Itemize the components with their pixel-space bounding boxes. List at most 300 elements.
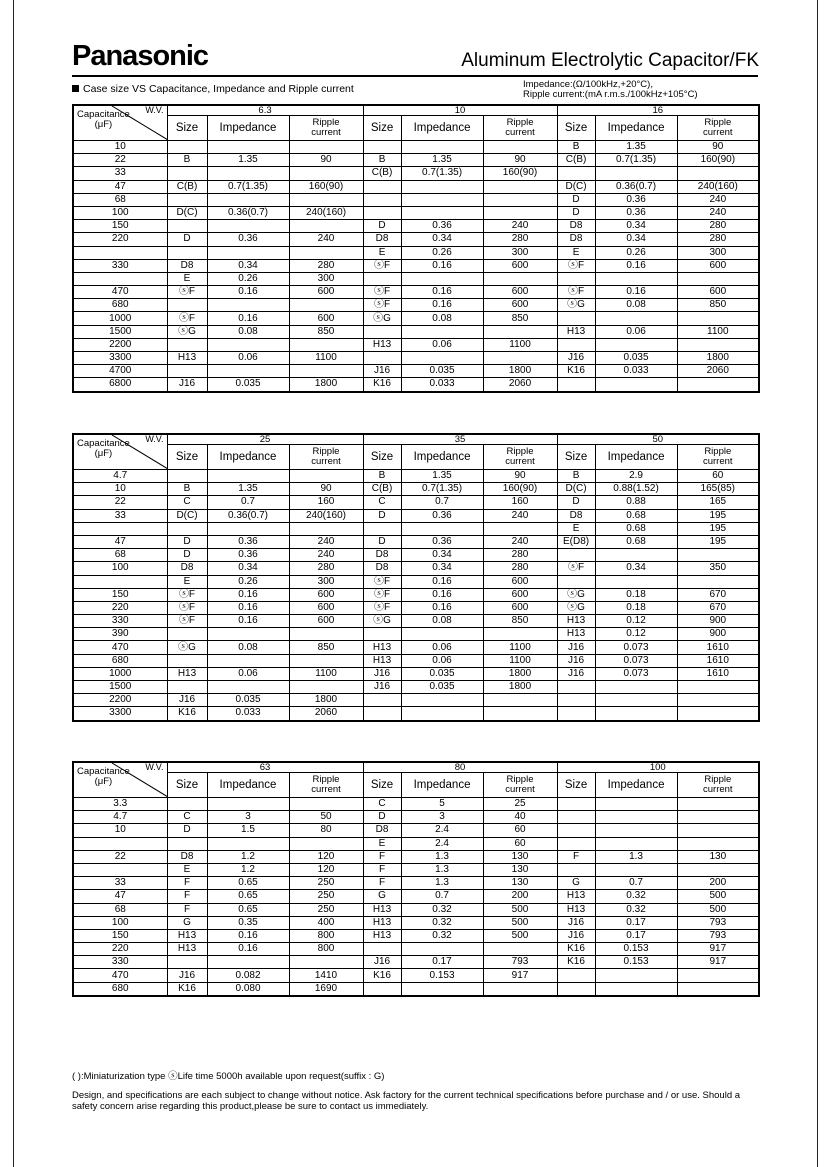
table-row (73, 496, 759, 509)
ripple-cell: 850 (289, 641, 363, 654)
size-cell (557, 707, 595, 721)
ripple-cell (483, 694, 557, 707)
size-cell: J16 (363, 681, 401, 694)
ripple-cell: 1800 (289, 378, 363, 392)
capacitance-cell: 3.3 (73, 798, 167, 811)
impedance-cell: 0.36 (401, 535, 483, 548)
ripple-cell: 600 (483, 575, 557, 588)
ripple-cell: 1800 (289, 694, 363, 707)
ripple-cell: 195 (677, 535, 759, 548)
impedance-cell (595, 272, 677, 285)
ripple-cell: 1800 (483, 681, 557, 694)
capacitance-cell: 100 (73, 916, 167, 929)
impedance-cell: 1.35 (401, 470, 483, 483)
impedance-cell: 0.16 (207, 929, 289, 942)
impedance-cell: 0.36(0.7) (207, 509, 289, 522)
size-cell: H13 (557, 615, 595, 628)
ripple-cell (677, 549, 759, 562)
capacitance-cell: 47 (73, 180, 167, 193)
ripple-cell: 1100 (483, 654, 557, 667)
impedance-cell (207, 681, 289, 694)
size-cell (557, 575, 595, 588)
table-row (73, 707, 759, 721)
capacitance-cell: 3300 (73, 352, 167, 365)
ripple-cell: 300 (483, 246, 557, 259)
impedance-cell: 0.7(1.35) (401, 483, 483, 496)
impedance-cell: 0.36 (207, 233, 289, 246)
size-cell: D8 (557, 220, 595, 233)
capacitance-cell (73, 522, 167, 535)
spec-table-2 (72, 433, 760, 722)
capacitance-cell: 470 (73, 641, 167, 654)
ripple-header (483, 116, 557, 141)
size-cell: H13 (557, 903, 595, 916)
size-cell (167, 628, 207, 641)
impedance-cell: 0.035 (401, 365, 483, 378)
ripple-cell: 25 (483, 798, 557, 811)
ripple-cell (677, 863, 759, 876)
impedance-cell: 0.26 (207, 575, 289, 588)
size-cell: C (363, 798, 401, 811)
impedance-cell: 1.35 (401, 154, 483, 167)
size-cell: H13 (557, 325, 595, 338)
capacitance-text: Capacitance (77, 766, 130, 777)
impedance-cell: 0.06 (401, 338, 483, 351)
impedance-cell (595, 824, 677, 837)
ripple-cell (677, 681, 759, 694)
capacitance-cell: 4.7 (73, 470, 167, 483)
corner-header (73, 434, 167, 470)
impedance-cell: 0.035 (207, 694, 289, 707)
disclaimer: Design, and specifications are each subject to change without notice. Ask factory for the current technical specifications before purchase and / or use. Should a safety concern arise regarding this product,please be sure to contact us immediately. (72, 1090, 741, 1112)
ripple-cell: 160 (289, 496, 363, 509)
impedance-cell (207, 470, 289, 483)
size-cell: D(C) (557, 483, 595, 496)
table-row (73, 667, 759, 680)
capacitance-label (77, 110, 130, 130)
capacitance-cell: 220 (73, 601, 167, 614)
impedance-cell: 0.16 (595, 259, 677, 272)
size-cell: C (363, 496, 401, 509)
ripple-cell (289, 141, 363, 154)
capacitance-cell (73, 837, 167, 850)
impedance-cell (207, 167, 289, 180)
capacitance-cell: 100 (73, 562, 167, 575)
ripple-header (289, 116, 363, 141)
impedance-cell: 0.7(1.35) (595, 154, 677, 167)
ripple-cell: 240 (483, 220, 557, 233)
current-text: current (703, 784, 733, 795)
ripple-cell (677, 575, 759, 588)
table-row (73, 890, 759, 903)
ripple-cell (289, 246, 363, 259)
capacitance-cell: 68 (73, 903, 167, 916)
ripple-cell (483, 193, 557, 206)
impedance-cell: 2.9 (595, 470, 677, 483)
ripple-cell: 600 (483, 259, 557, 272)
impedance-header: Impedance (207, 773, 289, 798)
size-cell: ⓢF (363, 588, 401, 601)
ripple-cell (289, 628, 363, 641)
ripple-text: Ripple (312, 117, 340, 128)
impedance-cell: 0.88 (595, 496, 677, 509)
size-cell: H13 (363, 916, 401, 929)
ripple-cell: 917 (677, 956, 759, 969)
table-row (73, 470, 759, 483)
size-cell: J16 (363, 956, 401, 969)
size-cell (167, 956, 207, 969)
size-cell: D(C) (167, 206, 207, 219)
impedance-header: Impedance (207, 116, 289, 141)
capacitance-cell: 470 (73, 969, 167, 982)
ripple-cell (483, 522, 557, 535)
voltage-header: 10 (363, 105, 557, 116)
ripple-cell: 800 (289, 929, 363, 942)
impedance-cell: 0.073 (595, 667, 677, 680)
table-row (73, 299, 759, 312)
size-cell: J16 (557, 929, 595, 942)
voltage-header: 100 (557, 762, 759, 773)
size-cell (363, 206, 401, 219)
size-header: Size (363, 116, 401, 141)
impedance-cell: 0.34 (401, 549, 483, 562)
size-cell: B (557, 141, 595, 154)
impedance-cell: 0.16 (595, 286, 677, 299)
impedance-cell: 0.18 (595, 588, 677, 601)
size-cell (363, 352, 401, 365)
impedance-cell: 0.65 (207, 903, 289, 916)
table-row (73, 180, 759, 193)
ripple-header (677, 773, 759, 798)
ripple-cell: 1100 (483, 338, 557, 351)
ripple-cell: 280 (677, 220, 759, 233)
size-cell: H13 (363, 641, 401, 654)
ripple-cell: 850 (483, 312, 557, 325)
size-cell: E (167, 272, 207, 285)
size-header: Size (557, 116, 595, 141)
table-row (73, 694, 759, 707)
impedance-header: Impedance (595, 116, 677, 141)
ripple-cell: 1610 (677, 667, 759, 680)
ripple-cell: 1410 (289, 969, 363, 982)
ripple-cell: 1100 (289, 352, 363, 365)
size-cell: ⓢG (363, 312, 401, 325)
size-cell: H13 (363, 903, 401, 916)
size-cell (557, 681, 595, 694)
ripple-cell: 600 (483, 299, 557, 312)
ripple-cell: 670 (677, 588, 759, 601)
ripple-cell: 240(160) (677, 180, 759, 193)
size-cell: D (557, 206, 595, 219)
capacitance-cell: 1000 (73, 667, 167, 680)
size-header: Size (167, 445, 207, 470)
table-row (73, 562, 759, 575)
impedance-cell: 0.06 (401, 641, 483, 654)
ripple-cell (483, 943, 557, 956)
table-row (73, 325, 759, 338)
size-cell: J16 (557, 667, 595, 680)
table-row (73, 863, 759, 876)
impedance-cell: 0.073 (595, 641, 677, 654)
table-row (73, 811, 759, 824)
ripple-text: Ripple (506, 774, 534, 785)
impedance-cell (401, 522, 483, 535)
ripple-cell: 2060 (677, 365, 759, 378)
impedance-cell (595, 694, 677, 707)
voltage-header: 63 (167, 762, 363, 773)
ripple-cell: 60 (677, 470, 759, 483)
size-cell: B (557, 470, 595, 483)
capacitance-cell: 1500 (73, 681, 167, 694)
impedance-cell: 0.68 (595, 535, 677, 548)
ripple-cell (483, 628, 557, 641)
ripple-cell: 250 (289, 903, 363, 916)
impedance-cell: 0.32 (401, 903, 483, 916)
ripple-text: Ripple (312, 446, 340, 457)
size-cell: ⓢF (167, 588, 207, 601)
impedance-cell: 0.06 (207, 667, 289, 680)
size-cell (167, 220, 207, 233)
impedance-cell: 0.082 (207, 969, 289, 982)
size-cell: H13 (167, 352, 207, 365)
impedance-cell: 0.080 (207, 982, 289, 996)
size-cell (557, 167, 595, 180)
impedance-cell: 0.06 (401, 654, 483, 667)
size-cell: D (363, 509, 401, 522)
section-heading (72, 83, 354, 95)
size-cell (557, 798, 595, 811)
ripple-cell: 850 (289, 325, 363, 338)
ripple-cell (289, 365, 363, 378)
impedance-cell: 1.3 (401, 863, 483, 876)
size-cell: ⓢF (363, 259, 401, 272)
impedance-cell (595, 707, 677, 721)
size-cell: ⓢG (167, 641, 207, 654)
impedance-cell: 3 (401, 811, 483, 824)
impedance-cell: 1.35 (207, 154, 289, 167)
size-cell (557, 969, 595, 982)
ripple-cell: 280 (289, 562, 363, 575)
ripple-cell (677, 798, 759, 811)
table-row (73, 286, 759, 299)
impedance-cell: 0.16 (207, 588, 289, 601)
ripple-cell: 1800 (483, 667, 557, 680)
impedance-cell (401, 628, 483, 641)
ripple-cell (677, 694, 759, 707)
impedance-cell: 0.16 (401, 575, 483, 588)
ripple-header (483, 445, 557, 470)
impedance-cell: 0.7 (207, 496, 289, 509)
impedance-cell: 0.08 (207, 641, 289, 654)
impedance-cell (595, 863, 677, 876)
ripple-header (289, 445, 363, 470)
ripple-cell: 600 (289, 615, 363, 628)
ripple-cell: 240(160) (289, 509, 363, 522)
impedance-cell: 5 (401, 798, 483, 811)
capacitance-cell (73, 272, 167, 285)
ripple-cell (677, 312, 759, 325)
ripple-cell: 793 (677, 929, 759, 942)
size-cell (557, 378, 595, 392)
ripple-cell: 165(85) (677, 483, 759, 496)
impedance-cell: 0.7(1.35) (401, 167, 483, 180)
ripple-cell: 600 (483, 286, 557, 299)
ripple-cell: 250 (289, 877, 363, 890)
table-row (73, 641, 759, 654)
size-cell (167, 837, 207, 850)
size-cell (167, 365, 207, 378)
size-cell: D(C) (167, 509, 207, 522)
size-cell: D8 (363, 562, 401, 575)
size-cell (363, 141, 401, 154)
ripple-cell: 1100 (483, 641, 557, 654)
table-row (73, 312, 759, 325)
size-cell (167, 193, 207, 206)
ripple-cell: 850 (677, 299, 759, 312)
impedance-cell: 0.08 (401, 312, 483, 325)
capacitance-cell: 330 (73, 259, 167, 272)
ripple-cell: 793 (677, 916, 759, 929)
impedance-cell: 0.18 (595, 601, 677, 614)
ripple-cell (483, 272, 557, 285)
size-cell: D8 (167, 850, 207, 863)
impedance-cell: 0.36 (401, 509, 483, 522)
size-cell: ⓢF (557, 286, 595, 299)
table-row (73, 982, 759, 996)
capacitance-cell: 4.7 (73, 811, 167, 824)
table-row (73, 943, 759, 956)
ripple-cell (677, 837, 759, 850)
impedance-cell: 0.34 (401, 562, 483, 575)
size-cell: F (363, 877, 401, 890)
size-cell: B (167, 483, 207, 496)
impedance-cell: 0.34 (401, 233, 483, 246)
table-row (73, 549, 759, 562)
ripple-cell: 1610 (677, 641, 759, 654)
size-cell: C(B) (363, 483, 401, 496)
size-cell: F (167, 903, 207, 916)
impedance-cell: 0.68 (595, 509, 677, 522)
ripple-cell: 160(90) (677, 154, 759, 167)
table-row (73, 220, 759, 233)
size-cell: J16 (557, 654, 595, 667)
size-header: Size (167, 773, 207, 798)
capacitance-text: Capacitance (77, 438, 130, 449)
impedance-cell: 0.17 (401, 956, 483, 969)
size-cell: D8 (167, 562, 207, 575)
capacitance-unit: (μF) (94, 119, 113, 130)
impedance-cell: 0.32 (401, 929, 483, 942)
impedance-cell: 0.16 (401, 588, 483, 601)
impedance-cell: 0.035 (401, 681, 483, 694)
impedance-cell: 0.033 (595, 365, 677, 378)
units-note (523, 80, 698, 100)
impedance-cell: 0.16 (401, 259, 483, 272)
ripple-cell (677, 338, 759, 351)
table-row (73, 154, 759, 167)
size-cell: D (167, 549, 207, 562)
capacitance-cell: 22 (73, 850, 167, 863)
size-cell: ⓢF (167, 615, 207, 628)
size-cell: D (363, 535, 401, 548)
impedance-cell (401, 707, 483, 721)
ripple-text: Ripple (506, 446, 534, 457)
impedance-cell: 0.035 (401, 667, 483, 680)
table-row (73, 615, 759, 628)
page-frame-left (13, 0, 14, 1167)
impedance-cell (595, 312, 677, 325)
table-row (73, 575, 759, 588)
ripple-cell (677, 824, 759, 837)
ripple-cell: 300 (289, 575, 363, 588)
size-cell: D8 (557, 233, 595, 246)
size-cell: K16 (557, 943, 595, 956)
impedance-cell (207, 141, 289, 154)
capacitance-cell: 680 (73, 982, 167, 996)
size-cell: E (363, 837, 401, 850)
impedance-cell (207, 654, 289, 667)
impedance-cell: 0.16 (207, 312, 289, 325)
size-cell: C(B) (167, 180, 207, 193)
impedance-cell (401, 206, 483, 219)
size-cell: H13 (167, 667, 207, 680)
ripple-cell: 350 (677, 562, 759, 575)
impedance-cell: 2.4 (401, 824, 483, 837)
impedance-cell: 0.34 (595, 562, 677, 575)
table-row (73, 850, 759, 863)
ripple-cell: 160(90) (483, 483, 557, 496)
impedance-cell: 1.2 (207, 863, 289, 876)
impedance-cell (207, 365, 289, 378)
ripple-header (677, 116, 759, 141)
capacitance-cell: 10 (73, 824, 167, 837)
size-cell: ⓢF (363, 286, 401, 299)
impedance-cell (207, 193, 289, 206)
size-cell (363, 707, 401, 721)
size-cell: D8 (363, 824, 401, 837)
size-cell: J16 (363, 365, 401, 378)
corner-header (73, 105, 167, 141)
voltage-header: 80 (363, 762, 557, 773)
impedance-cell: 0.7 (401, 496, 483, 509)
size-cell (167, 470, 207, 483)
ripple-cell (677, 167, 759, 180)
impedance-cell: 0.033 (401, 378, 483, 392)
ripple-cell: 280 (677, 233, 759, 246)
impedance-header: Impedance (207, 445, 289, 470)
ripple-cell: 160(90) (289, 180, 363, 193)
capacitance-cell: 470 (73, 286, 167, 299)
size-cell: H13 (557, 628, 595, 641)
document-title: Aluminum Electrolytic Capacitor/FK (461, 50, 759, 71)
ripple-cell (289, 956, 363, 969)
ripple-cell (289, 220, 363, 233)
size-cell: H13 (363, 929, 401, 942)
ripple-cell: 850 (483, 615, 557, 628)
impedance-cell: 0.06 (207, 352, 289, 365)
size-cell: ⓢG (557, 299, 595, 312)
impedance-cell: 0.36 (207, 549, 289, 562)
size-cell: J16 (557, 641, 595, 654)
size-cell: J16 (557, 352, 595, 365)
table-row (73, 588, 759, 601)
ripple-cell: 800 (289, 943, 363, 956)
table-row (73, 535, 759, 548)
impedance-cell: 0.08 (401, 615, 483, 628)
impedance-cell: 0.16 (207, 286, 289, 299)
ripple-cell: 120 (289, 850, 363, 863)
size-cell (167, 654, 207, 667)
